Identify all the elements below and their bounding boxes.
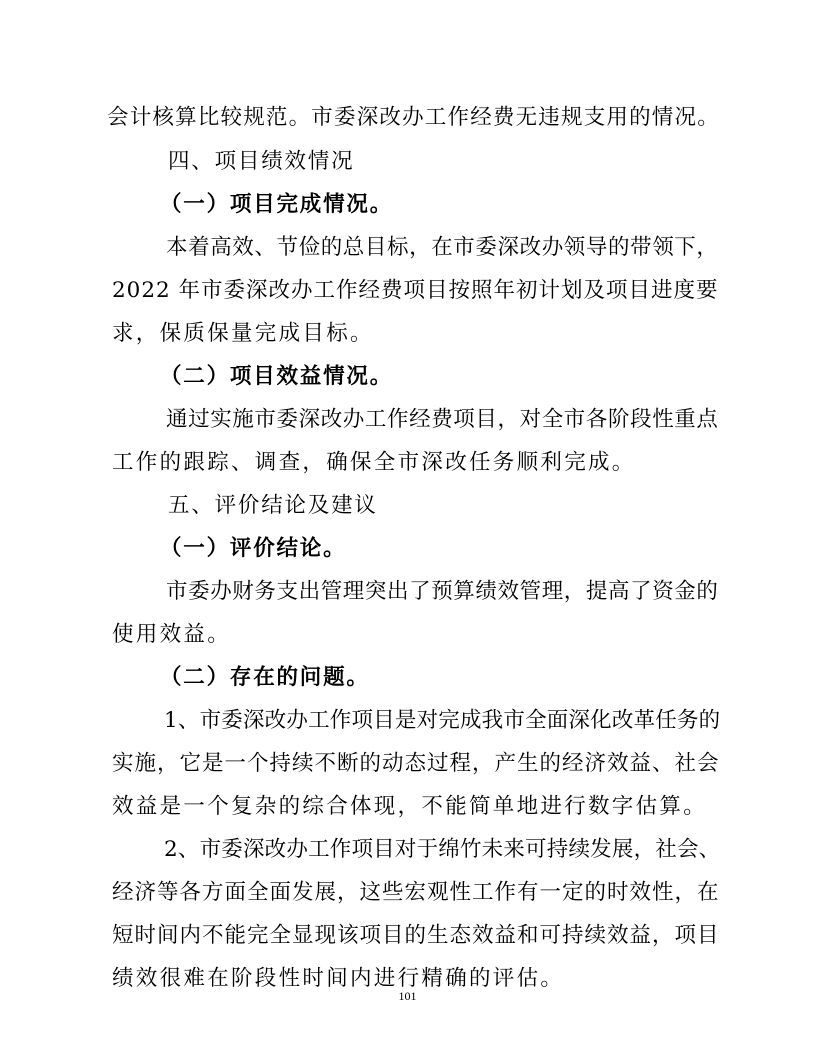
body-text-line: 1、市委深改办工作项目是对完成我市全面深化改革任务的 xyxy=(164,708,721,733)
body-text-line: 2022 年市委深改办工作经费项目按照年初计划及项目进度要 xyxy=(112,278,719,303)
body-text-line: 效益是一个复杂的综合体现，不能简单地进行数字估算。 xyxy=(112,794,708,819)
body-text-line: 2、市委深改办工作项目对于绵竹未来可持续发展，社会、 xyxy=(164,837,721,862)
body-text-line: 本着高效、节俭的总目标，在市委深改办领导的带领下， xyxy=(166,235,719,260)
body-text-line: 使用效益。 xyxy=(112,622,232,647)
body-text-line: 市委办财务支出管理突出了预算绩效管理，提高了资金的 xyxy=(166,579,719,604)
body-text-line: 会计核算比较规范。市委深改办工作经费无违规支用的情况。 xyxy=(107,105,720,130)
subsection-heading: （一）评价结论。 xyxy=(160,536,347,561)
body-text-line: 实施，它是一个持续不断的动态过程，产生的经济效益、社会 xyxy=(112,751,720,776)
body-text-line: 工作的跟踪、调查，确保全市深改任务顺利完成。 xyxy=(112,450,636,475)
section-heading: 四、项目绩效情况 xyxy=(168,149,355,174)
subsection-heading: （二）项目效益情况。 xyxy=(160,364,394,389)
body-text-line: 绩效很难在阶段性时间内进行精确的评估。 xyxy=(112,966,565,991)
subsection-heading: （一）项目完成情况。 xyxy=(160,192,394,217)
body-text-line: 求，保质保量完成目标。 xyxy=(112,321,374,346)
page-number: 101 xyxy=(398,989,417,1003)
body-text-line: 通过实施市委深改办工作经费项目，对全市各阶段性重点 xyxy=(166,407,719,432)
subsection-heading: （二）存在的问题。 xyxy=(160,665,370,690)
section-heading: 五、评价结论及建议 xyxy=(168,493,378,518)
body-text-line: 短时间内不能完全显现该项目的生态效益和可持续效益，项目 xyxy=(112,923,720,948)
body-text-line: 经济等各方面全面发展，这些宏观性工作有一定的时效性，在 xyxy=(112,880,720,905)
